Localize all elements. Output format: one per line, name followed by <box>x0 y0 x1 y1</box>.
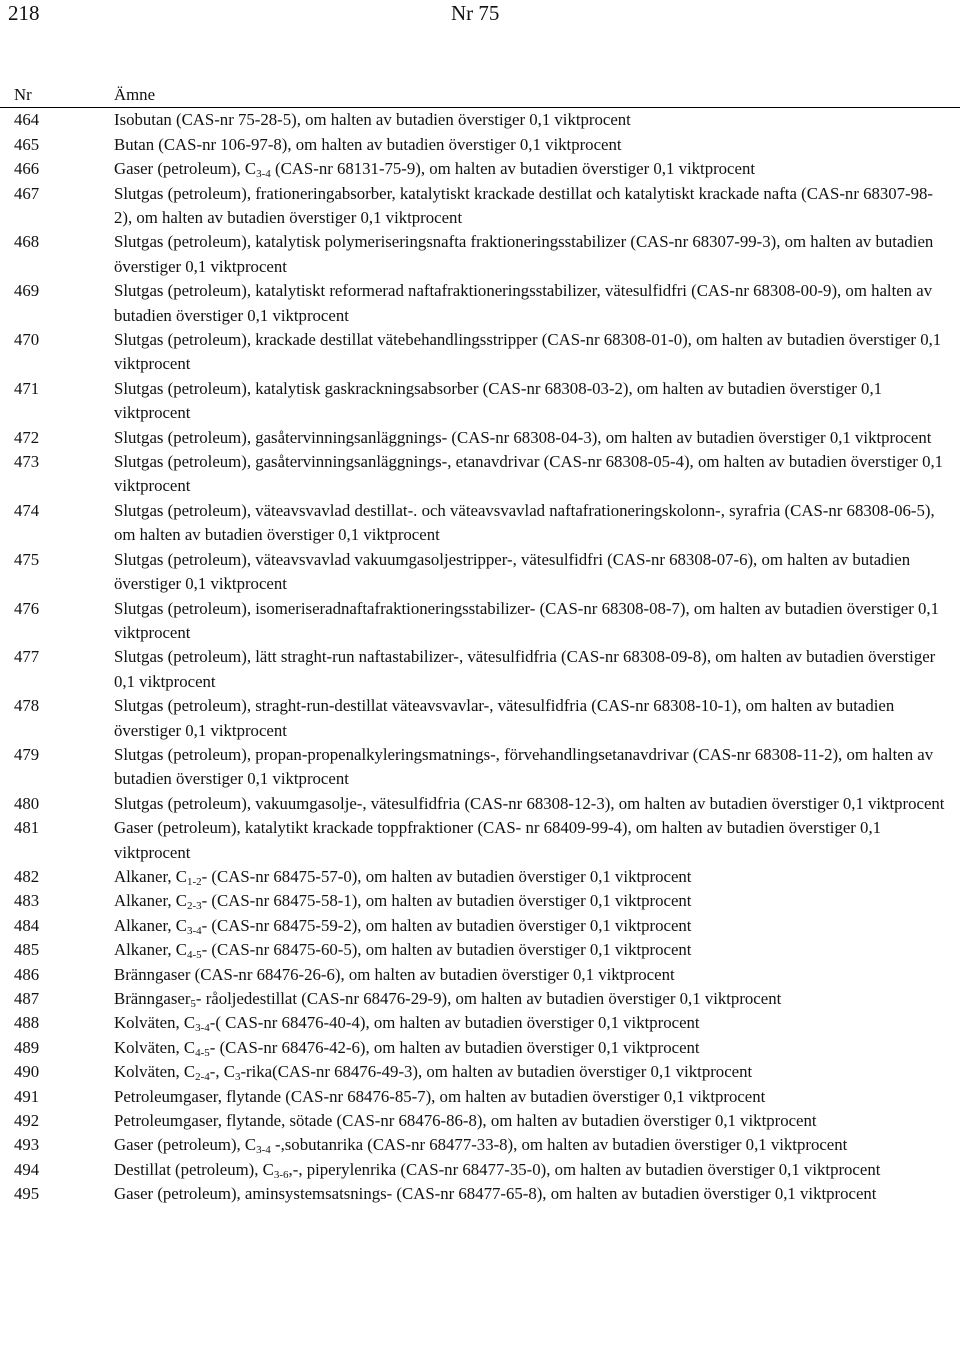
table-row <box>0 426 960 450</box>
description-text: Alkaner, C <box>114 891 187 911</box>
description-text: Petroleumgaser, flytande (CAS-nr 68476-85-7), om halten av butadien överstiger 0,1 viktprocent <box>114 1086 766 1106</box>
substance-description <box>114 133 948 157</box>
description-text: Slutgas (petroleum), katalytiskt reformerad naftafraktioneringsstabilizer, vätesulfidfri (CAS-nr 68308-00-9), om halten av butadien överstiger 0,1 viktprocent <box>114 281 933 325</box>
table-row <box>0 377 960 426</box>
table-row <box>0 743 960 792</box>
description-text: Slutgas (petroleum), isomeriseradnaftafraktioneringsstabilizer- (CAS-nr 68308-08-7), om halten av butadien överstiger 0,1 viktprocent <box>114 598 939 642</box>
row-number: 478 <box>14 696 40 716</box>
row-number: 492 <box>14 1111 40 1131</box>
row-number: 485 <box>14 940 40 960</box>
row-number: 468 <box>14 232 40 252</box>
description-text: - (CAS-nr 68476-42-6), om halten av butadien överstiger 0,1 viktprocent <box>209 1037 700 1057</box>
row-number: 483 <box>14 891 40 911</box>
row-number: 469 <box>14 281 40 301</box>
description-text: Alkaner, C <box>114 915 187 935</box>
row-number: 472 <box>14 427 40 447</box>
description-text: -, C <box>209 1062 235 1082</box>
substance-description <box>114 157 948 181</box>
table-row <box>0 450 960 499</box>
row-number: 491 <box>14 1086 40 1106</box>
description-text: -( CAS-nr 68476-40-4), om halten av butadien överstiger 0,1 viktprocent <box>209 1013 700 1033</box>
description-text: Gaser (petroleum), aminsystemsatsnings- (CAS-nr 68477-65-8), om halten av butadien överstiger 0,1 viktprocent <box>114 1184 877 1204</box>
carbon-subscript: 3 <box>234 1071 241 1084</box>
substance-description <box>114 279 948 328</box>
description-text: (CAS-nr 68131-75-9), om halten av butadien överstiger 0,1 viktprocent <box>270 159 756 179</box>
description-text: - råoljedestillat (CAS-nr 68476-29-9), om halten av butadien överstiger 0,1 viktprocent <box>195 989 782 1009</box>
row-number: 467 <box>14 183 40 203</box>
row-number: 494 <box>14 1159 40 1179</box>
description-text: Slutgas (petroleum), frationeringabsorber, katalytiskt krackade destillat och katalytiskt krackade nafta (CAS-nr 68307-98-2), om halten av butadien överstiger 0,1 viktprocent <box>114 183 934 228</box>
row-number: 477 <box>14 647 40 667</box>
substance-description <box>114 792 948 816</box>
substance-description <box>114 499 948 548</box>
table-row <box>0 1182 960 1206</box>
substance-description <box>114 230 948 279</box>
table-row <box>0 645 960 694</box>
substance-description <box>114 377 948 426</box>
description-text: Petroleumgaser, flytande, sötade (CAS-nr 68476-86-8), om halten av butadien överstiger 0,1 viktprocent <box>114 1111 817 1131</box>
row-number: 476 <box>14 598 40 618</box>
description-text: Kolväten, C <box>114 1062 196 1082</box>
substance-description <box>114 914 948 938</box>
carbon-subscript: 5 <box>190 998 196 1011</box>
row-number: 487 <box>14 989 40 1009</box>
table-row <box>0 328 960 377</box>
carbon-subscript: 4-5 <box>195 1046 210 1059</box>
substance-description <box>114 182 948 231</box>
table-row <box>0 792 960 816</box>
substance-description <box>114 597 948 646</box>
page-number: 218 <box>8 1 40 25</box>
description-text: Kolväten, C <box>114 1037 196 1057</box>
row-number: 486 <box>14 964 40 984</box>
description-text: Gaser (petroleum), C <box>114 1135 257 1155</box>
description-text: ,-, piperylenrika (CAS-nr 68477-35-0), om halten av butadien överstiger 0,1 viktprocent <box>288 1159 881 1179</box>
substance-description <box>114 938 948 962</box>
table-row <box>0 108 960 132</box>
table-row <box>0 157 960 181</box>
table-row <box>0 816 960 865</box>
substance-description <box>114 1036 948 1060</box>
description-text: Gaser (petroleum), C <box>114 159 257 179</box>
row-number: 465 <box>14 134 40 154</box>
description-text: Butan (CAS-nr 106-97-8), om halten av butadien överstiger 0,1 viktprocent <box>114 134 622 154</box>
description-text: Alkaner, C <box>114 866 187 886</box>
substance-description <box>114 450 948 499</box>
row-number: 484 <box>14 915 40 935</box>
row-number: 481 <box>14 818 40 838</box>
substance-description <box>114 1158 948 1182</box>
table-row <box>0 1036 960 1060</box>
substance-table <box>0 83 960 1207</box>
substance-description <box>114 1060 948 1084</box>
row-number: 495 <box>14 1184 40 1204</box>
table-row <box>0 889 960 913</box>
substance-description <box>114 426 948 450</box>
carbon-subscript: 3-4 <box>186 924 202 937</box>
table-row <box>0 548 960 597</box>
column-header-nr: Nr <box>14 85 32 104</box>
table-row <box>0 499 960 548</box>
description-text: -rika(CAS-nr 68476-49-3), om halten av butadien överstiger 0,1 viktprocent <box>240 1062 753 1082</box>
substance-description <box>114 1133 948 1157</box>
table-row <box>0 987 960 1011</box>
row-number: 475 <box>14 549 40 569</box>
row-number: 482 <box>14 866 40 886</box>
description-text: -,sobutanrika (CAS-nr 68477-33-8), om halten av butadien överstiger 0,1 viktprocent <box>270 1135 848 1155</box>
row-number: 488 <box>14 1013 40 1033</box>
carbon-subscript: 3-4 <box>195 1022 210 1035</box>
description-text: Slutgas (petroleum), straght-run-destillat väteavsvavlar-, vätesulfidfria (CAS-nr 68308-10-1), om halten av butadien överstiger 0,1 viktprocent <box>114 696 895 740</box>
description-text: Gaser (petroleum), katalytikt krackade toppfraktioner (CAS- nr 68409-99-4), om halten av butadien överstiger 0,1 viktprocent <box>114 818 882 862</box>
row-number: 479 <box>14 744 40 764</box>
column-header-subject: Ämne <box>114 85 156 104</box>
table-row <box>0 597 960 646</box>
description-text: Slutgas (petroleum), krackade destillat vätebehandlingsstripper (CAS-nr 68308-01-0), om halten av butadien överstiger 0,1 viktprocent <box>114 330 942 374</box>
description-text: - (CAS-nr 68475-57-0), om halten av butadien överstiger 0,1 viktprocent <box>201 866 692 886</box>
table-row <box>0 182 960 231</box>
row-number: 471 <box>14 378 40 398</box>
series-number: Nr 75 <box>451 1 500 25</box>
table-row <box>0 865 960 889</box>
description-text: Destillat (petroleum), C <box>114 1159 274 1179</box>
table-row <box>0 1109 960 1133</box>
row-number: 474 <box>14 500 40 520</box>
substance-description <box>114 108 948 132</box>
table-row <box>0 1085 960 1109</box>
row-number: 490 <box>14 1062 40 1082</box>
substance-description <box>114 743 948 792</box>
table-row <box>0 914 960 938</box>
table-row <box>0 694 960 743</box>
description-text: - (CAS-nr 68475-58-1), om halten av butadien överstiger 0,1 viktprocent <box>201 891 692 911</box>
substance-description <box>114 889 948 913</box>
description-text: - (CAS-nr 68475-60-5), om halten av butadien överstiger 0,1 viktprocent <box>201 940 692 960</box>
description-text: Bränngaser <box>114 989 191 1009</box>
table-row <box>0 1133 960 1157</box>
row-number: 493 <box>14 1135 40 1155</box>
table-row <box>0 938 960 962</box>
description-text: Bränngaser (CAS-nr 68476-26-6), om halten av butadien överstiger 0,1 viktprocent <box>114 964 675 984</box>
table-row <box>0 133 960 157</box>
carbon-subscript: 2-4 <box>195 1071 210 1084</box>
table-row <box>0 1060 960 1084</box>
description-text: Slutgas (petroleum), katalytisk gaskrackningsabsorber (CAS-nr 68308-03-2), om halten av butadien överstiger 0,1 viktprocent <box>114 378 883 423</box>
table-row <box>0 279 960 328</box>
substance-description <box>114 1085 948 1109</box>
description-text: Isobutan (CAS-nr 75-28-5), om halten av butadien överstiger 0,1 viktprocent <box>114 110 631 130</box>
description-text: Kolväten, C <box>114 1013 196 1033</box>
substance-description <box>114 1109 948 1133</box>
row-number: 480 <box>14 793 40 813</box>
description-text: - (CAS-nr 68475-59-2), om halten av butadien överstiger 0,1 viktprocent <box>201 915 692 935</box>
substance-description <box>114 1011 948 1035</box>
carbon-subscript: 3-4 <box>256 168 271 181</box>
row-number: 464 <box>14 110 40 130</box>
table-row <box>0 1158 960 1182</box>
row-number: 489 <box>14 1037 40 1057</box>
description-text: Slutgas (petroleum), väteavsvavlad destillat-. och väteavsvavlad naftafrationeringskolonn-, syrafria (CAS-nr 68308-06-5), om halten av butadien överstiger 0,1 viktprocent <box>114 500 935 545</box>
carbon-subscript: 1-2 <box>186 875 202 888</box>
table-row <box>0 230 960 279</box>
substance-description <box>114 694 948 743</box>
row-number: 466 <box>14 159 40 179</box>
substance-description <box>114 987 948 1011</box>
description-text: Slutgas (petroleum), gasåtervinningsanläggnings- (CAS-nr 68308-04-3), om halten av butadien överstiger 0,1 viktprocent <box>114 427 932 447</box>
table-header <box>0 83 960 108</box>
row-number: 470 <box>14 330 40 350</box>
carbon-subscript: 3-4 <box>256 1144 271 1157</box>
description-text: Slutgas (petroleum), väteavsvavlad vakuumgasoljestripper-, vätesulfidfri (CAS-nr 68308-07-6), om halten av butadien överstiger 0,1 viktprocent <box>114 549 911 594</box>
substance-description <box>114 963 948 987</box>
description-text: Slutgas (petroleum), lätt straght-run naftastabilizer-, vätesulfidfria (CAS-nr 68308-09-8), om halten av butadien överstiger 0,1 viktprocent <box>114 647 936 691</box>
substance-description <box>114 865 948 889</box>
table-row <box>0 963 960 987</box>
substance-description <box>114 1182 948 1206</box>
description-text: Slutgas (petroleum), propan-propenalkyleringsmatnings-, förvehandlingsetanavdrivar (CAS-nr 68308-11-2), om halten av butadien överstiger 0,1 viktprocent <box>114 744 934 789</box>
description-text: Slutgas (petroleum), gasåtervinningsanläggnings-, etanavdrivar (CAS-nr 68308-05-4), om halten av butadien överstiger 0,1 viktprocent <box>114 452 944 496</box>
carbon-subscript: 4-5 <box>186 949 202 962</box>
description-text: Slutgas (petroleum), katalytisk polymeriseringsnafta fraktioneringsstabilizer (CAS-nr 68307-99-3), om halten av butadien överstiger 0,1 viktprocent <box>114 232 934 276</box>
carbon-subscript: 2-3 <box>186 900 202 913</box>
substance-description <box>114 548 948 597</box>
table-row <box>0 1011 960 1035</box>
substance-description <box>114 645 948 694</box>
carbon-subscript: 3-6 <box>273 1168 289 1181</box>
substance-description <box>114 328 948 377</box>
table-body <box>0 108 960 1206</box>
description-text: Slutgas (petroleum), vakuumgasolje-, vätesulfidfria (CAS-nr 68308-12-3), om halten av butadien överstiger 0,1 viktprocent <box>114 793 945 813</box>
description-text: Alkaner, C <box>114 940 187 960</box>
row-number: 473 <box>14 452 40 472</box>
page-header <box>0 0 960 30</box>
substance-description <box>114 816 948 865</box>
